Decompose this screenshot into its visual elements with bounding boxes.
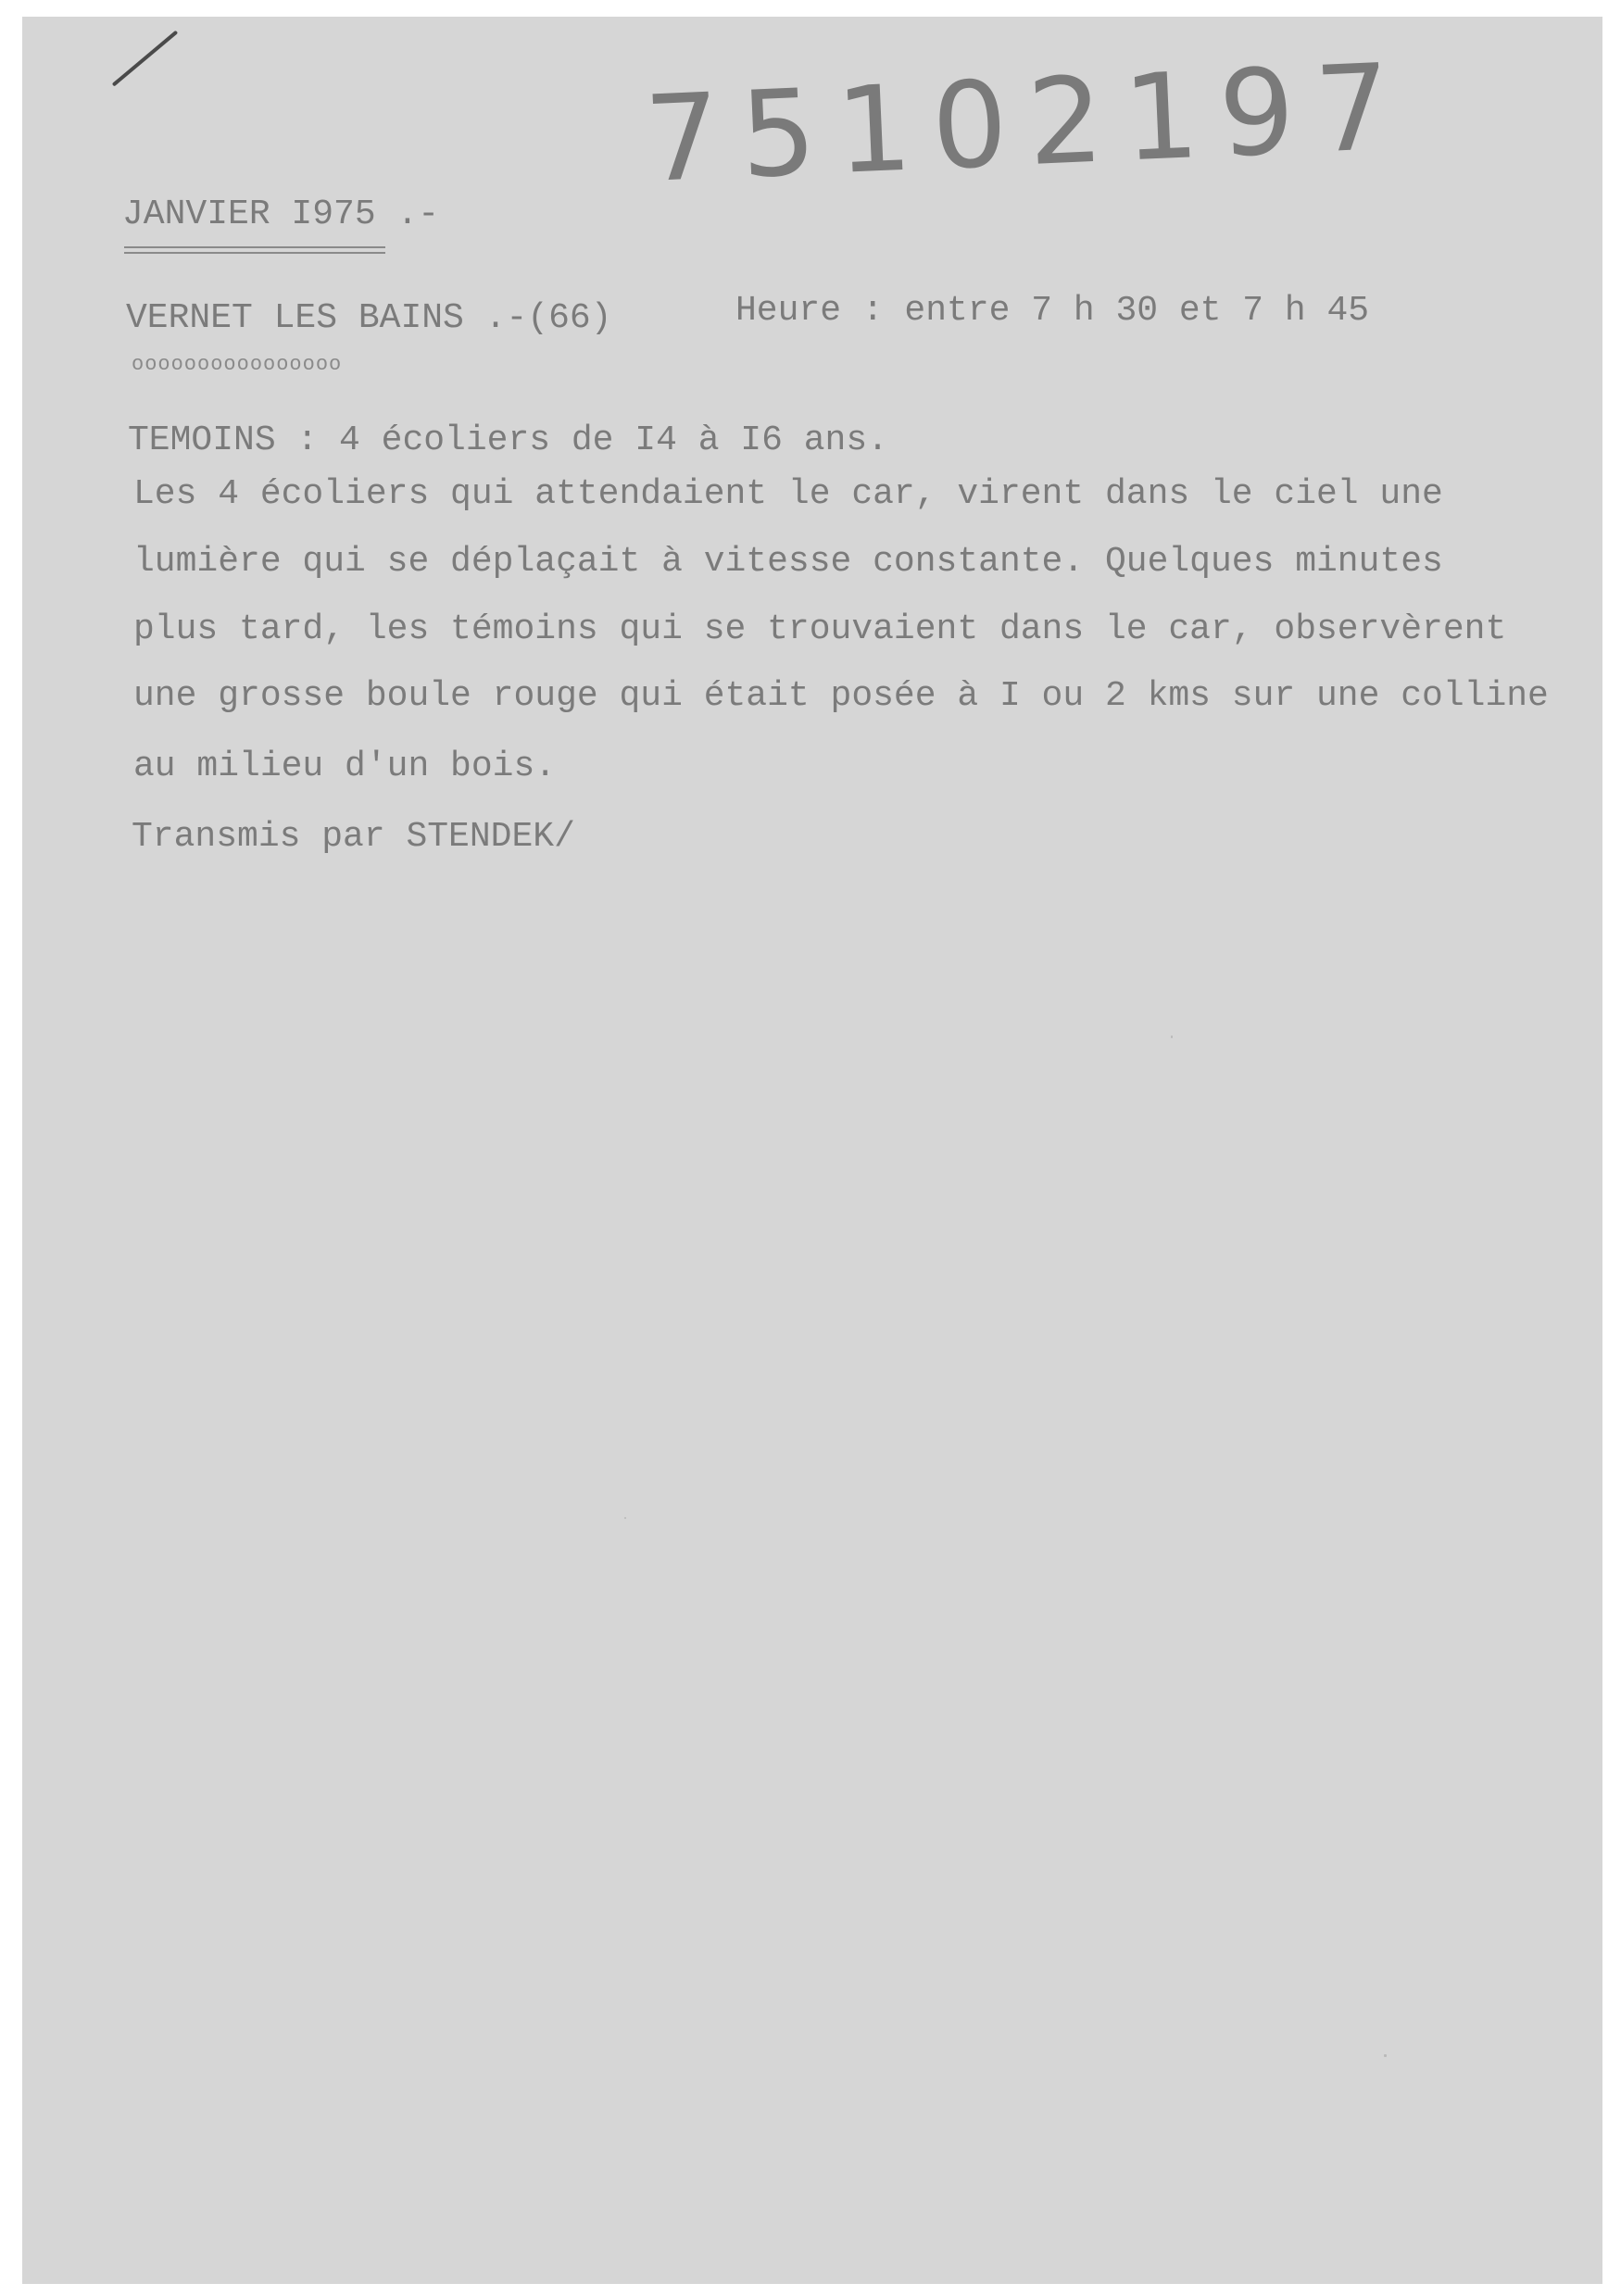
paper-speck xyxy=(1171,1035,1173,1038)
witnesses-line: TEMOINS : 4 écoliers de I4 à I6 ans. xyxy=(128,420,888,460)
date-underline xyxy=(124,246,385,248)
archive-number-stamp: 75102197 xyxy=(641,38,1414,209)
paper-speck xyxy=(1384,2054,1387,2057)
report-body-line: plus tard, les témoins qui se trouvaient dans le car, observèrent xyxy=(133,609,1507,649)
date-underline xyxy=(124,252,385,254)
report-body-line: lumière qui se déplaçait à vitesse constante. Quelques minutes xyxy=(133,542,1443,582)
report-body-line: Les 4 écoliers qui attendaient le car, virent dans le ciel une xyxy=(133,474,1443,514)
pen-slash-mark xyxy=(112,31,179,87)
report-date: JANVIER I975 .- xyxy=(122,194,440,234)
location-heading: VERNET LES BAINS .-(66) xyxy=(126,298,612,338)
paper-speck xyxy=(624,1517,626,1519)
separator-line: oooooooooooooooo xyxy=(132,353,343,376)
report-body-line: au milieu d'un bois. xyxy=(133,747,557,786)
transmitted-by: Transmis par STENDEK/ xyxy=(132,817,575,857)
document-page xyxy=(22,17,1602,2284)
time-heading: Heure : entre 7 h 30 et 7 h 45 xyxy=(735,291,1370,331)
report-body-line: une grosse boule rouge qui était posée à I ou 2 kms sur une colline xyxy=(133,676,1549,716)
